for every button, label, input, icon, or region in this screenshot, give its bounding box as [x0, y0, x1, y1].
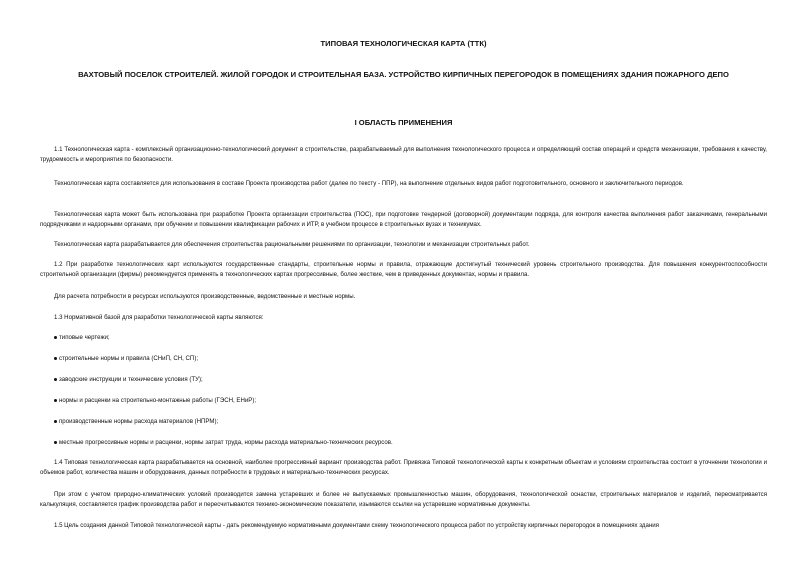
- bullet-icon: [54, 357, 57, 360]
- bullet-icon: [54, 399, 57, 402]
- paragraph-purpose: Технологическая карта составляется для использования в составе Проекта производства работ (далее по тексту - ППР), на выполнение отдельных видов работ подготовительного, основного и заключительного периодов.: [54, 180, 684, 187]
- paragraph-1-3: 1.3 Нормативной базой для разработки технологической карты являются:: [54, 314, 264, 321]
- bullet-icon: [54, 420, 57, 423]
- bullet-icon: [54, 336, 57, 339]
- paragraph-usage: Технологическая карта может быть использована при разработке Проекта организации строительства (ПОС), при подготовке тендерной (договорной) документации подряда, для контроля качества выполнения работ заказчиками, генеральными подрядчиками и надзорными органами, при обучении и повышении квалификации рабочих и ИТР, в учебном процессе в строительных вузах и техникумах.: [40, 211, 767, 228]
- list-item: местные прогрессивные нормы и расценки, нормы затрат труда, нормы расхода материально-технических ресурсов.: [54, 438, 754, 448]
- paragraph-1-1: 1.1 Технологическая карта - комплексный организационно-технологический документ в строительстве, разрабатываемый для выполнения технологического процесса и определяющий состав операций и средств механизации, требования к качеству, трудоемкость и мероприятия по безопасности.: [40, 146, 767, 163]
- paragraph-climate: При этом с учетом природно-климатических условий производится замена устаревших и более не выпускаемых промышленностью машин, оборудования, технологической оснастки, строительных материалов и изделий, пересматривается калькуляция, составляется график производства работ и пересчитываются технико-экономические показатели, изымаются ссылки на устаревшие нормативные документы.: [40, 491, 767, 508]
- list-item: типовые чертежи;: [54, 333, 754, 343]
- paragraph-rational: Технологическая карта разрабатывается для обеспечения строительства рациональными решениями по организации, технологии и механизации строительных работ.: [54, 241, 530, 248]
- bullet-icon: [54, 441, 57, 444]
- paragraph-1-2: 1.2 При разработке технологических карт используются государственные стандарты, строительные нормы и правила, отражающие достигнутый технический уровень строительного производства. Для повышения конкурентоспособности строительной организации (фирмы) рекомендуется применять в технологических картах прогрессивные, более жесткие, чем в приведенных документах, нормы и правила.: [40, 261, 767, 278]
- paragraph-1-4: 1.4 Типовая технологическая карта разрабатывается на основной, наиболее прогрессивный вариант производства работ. Привязка Типовой технологической карты к конкретным объектам и условиям строительства состоит в уточнении технологии и объемов работ, количества машин и оборудования, данных потребности в трудовых и материально-технических ресурсах.: [40, 459, 767, 476]
- list-item: заводские инструкции и технические условия (ТУ);: [54, 375, 754, 385]
- paragraph-resources: Для расчета потребности в ресурсах используются производственные, ведомственные и местные нормы.: [54, 293, 356, 300]
- paragraph-1-5: 1.5 Цель создания данной Типовой технологической карты - дать рекомендуемую нормативными документами схему технологического процесса работ по устройству кирпичных перегородок в помещениях здания: [54, 522, 659, 529]
- bullet-icon: [54, 378, 57, 381]
- list-item: нормы и расценки на строительно-монтажные работы (ГЭСН, ЕНиР);: [54, 396, 754, 406]
- document-subtitle: ВАХТОВЫЙ ПОСЕЛОК СТРОИТЕЛЕЙ. ЖИЛОЙ ГОРОДОК И СТРОИТЕЛЬНАЯ БАЗА. УСТРОЙСТВО КИРПИЧНЫХ ПЕРЕГОРОДОК В ПОМЕЩЕНИЯХ ЗДАНИЯ ПОЖАРНОГО ДЕПО: [78, 70, 729, 79]
- document-title: ТИПОВАЯ ТЕХНОЛОГИЧЕСКАЯ КАРТА (ТТК): [320, 39, 487, 48]
- list-item: строительные нормы и правила (СНиП, СН, СП);: [54, 354, 754, 364]
- list-item: производственные нормы расхода материалов (НПРМ);: [54, 417, 754, 427]
- section-heading: I ОБЛАСТЬ ПРИМЕНЕНИЯ: [354, 118, 453, 127]
